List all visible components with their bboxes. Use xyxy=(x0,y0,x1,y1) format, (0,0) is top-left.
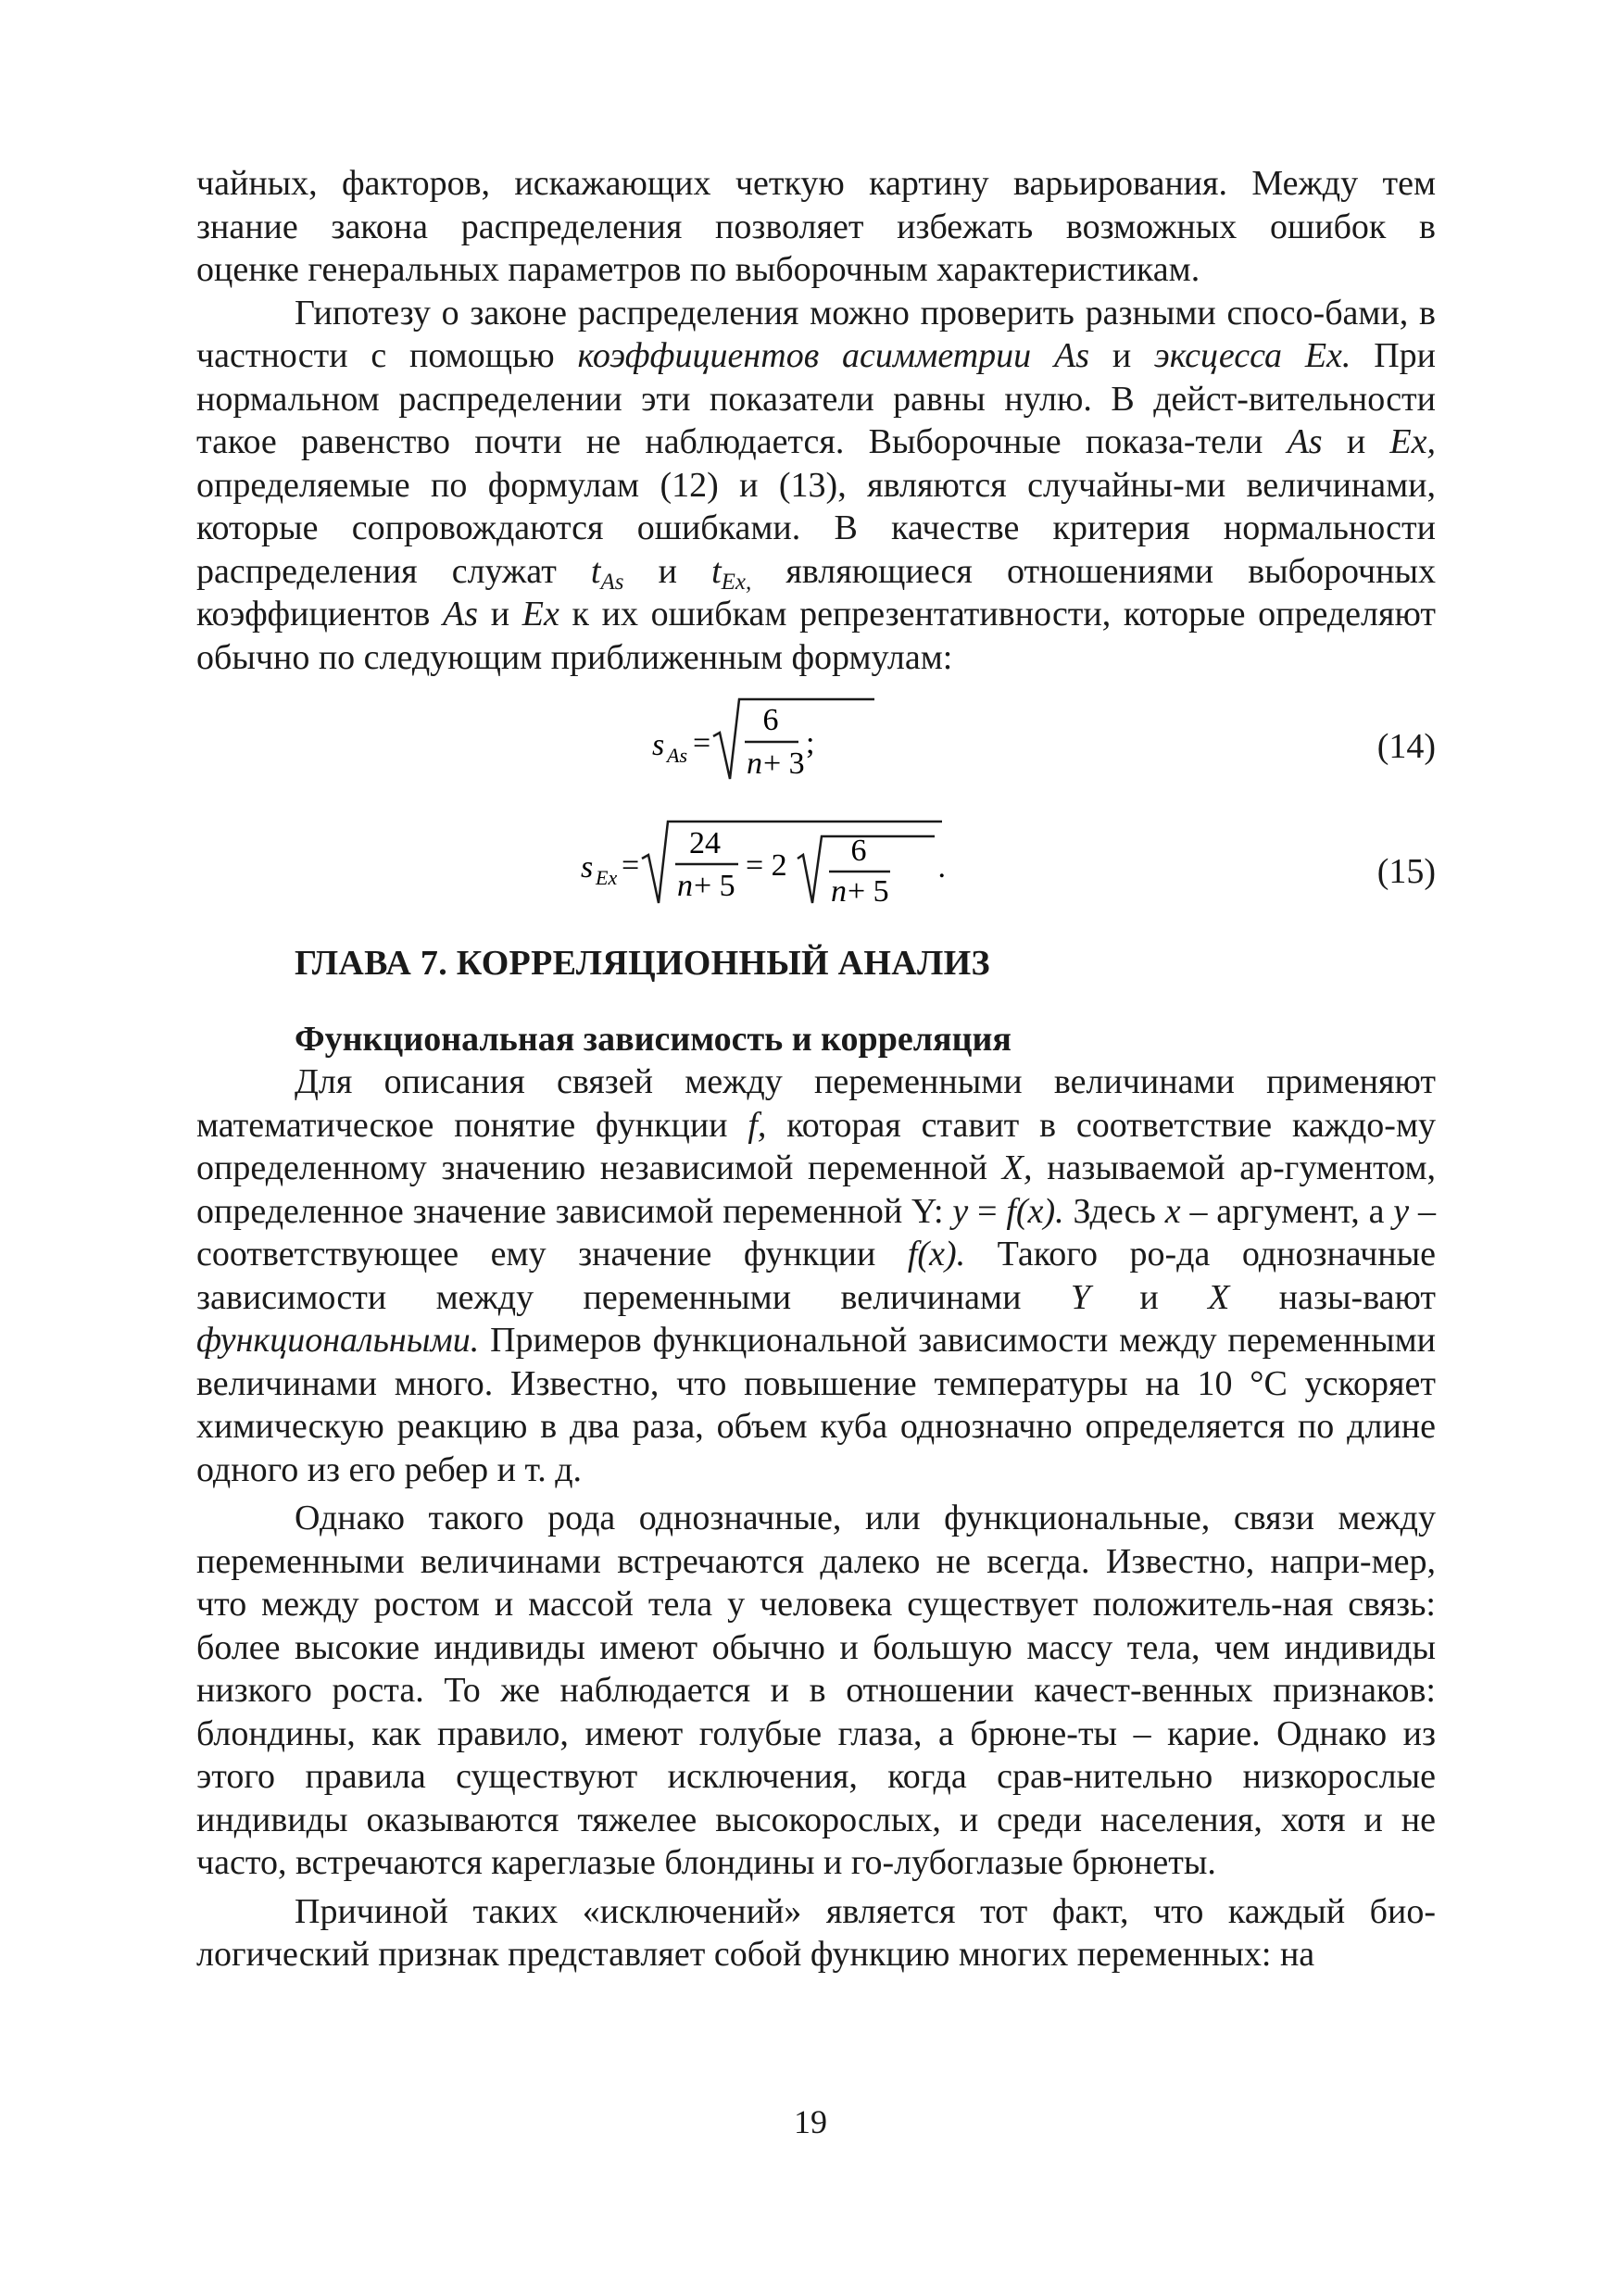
symbol-x: X xyxy=(1208,1277,1230,1317)
text-run: называемой ар-гументом, определенное значение зависимой переменной Y: xyxy=(196,1148,1436,1231)
symbol-y: y xyxy=(1393,1191,1410,1231)
formula-denominator-n: n xyxy=(677,869,693,903)
text-run: и xyxy=(1089,1277,1209,1317)
text-run: Для описания связей между переменными величинами применяют математическое понятие функции xyxy=(196,1062,1436,1145)
symbol-x: X, xyxy=(1001,1148,1033,1187)
formula-punct: . xyxy=(937,850,946,885)
equation-number: (14) xyxy=(1376,727,1436,766)
formula-lhs: s xyxy=(652,728,665,762)
symbol-fx: f(x). xyxy=(1006,1191,1064,1231)
text-run: – аргумент, а xyxy=(1180,1191,1394,1231)
formula-lhs-subscript: Ex xyxy=(596,866,618,889)
formula-punct: ; xyxy=(806,726,815,760)
page-number: 19 xyxy=(794,2103,827,2140)
term-functional: функциональными. xyxy=(196,1321,480,1360)
paragraph-functional-dependence xyxy=(196,1060,1436,1491)
term-kurtosis: эксцесса Ex. xyxy=(1154,336,1351,375)
formula-denominator-rest: + 5 xyxy=(848,874,889,909)
paragraph-normality-criteria xyxy=(196,292,1436,680)
text-run: и xyxy=(623,551,712,591)
formula-denominator-n: n xyxy=(831,874,847,909)
formula-equals: = xyxy=(622,848,640,883)
formula-denominator-rest: + 3 xyxy=(763,747,805,781)
chapter-title: ГЛАВА 7. КОРРЕЛЯЦИОННЫЙ АНАЛИЗ xyxy=(295,944,990,983)
text-run: которая ставит в соответствие каждо-му определенному значению независимой переменной xyxy=(196,1105,1436,1187)
symbol-ex: Ex, xyxy=(1389,422,1436,461)
text-run: и xyxy=(1322,422,1390,461)
text-run: и xyxy=(478,595,522,634)
text-run: определяемые по формулам (12) и (13), являются случайны-ми величинами, которые сопровождаются ошибками. В качестве критерия нормальности распределения служат xyxy=(196,465,1436,591)
formula-numerator: 6 xyxy=(762,703,779,737)
text-run: При нормальном распределении эти показатели равны нулю. В дейст-вительности такое равенство почти не наблюдается. Выборочные показа-тели xyxy=(196,336,1437,461)
text-run: назы-вают xyxy=(1229,1277,1436,1317)
text-run: Здесь xyxy=(1063,1191,1165,1231)
formula-14 xyxy=(196,679,1436,799)
text-run: Примеров функциональной зависимости между переменными величинами много. Известно, что повышение температуры на 10 °С ускоряет химическую реакцию в два раза, объем куба однозначно определяется по длине одного из его ребер и т. д. xyxy=(196,1321,1436,1489)
symbol-as: As xyxy=(1287,422,1323,461)
subscript: Ex, xyxy=(721,569,752,595)
text-run: являющиеся отношениями выборочных коэффициентов xyxy=(196,551,1436,634)
text-line: оценке генеральных параметров по выборочным характеристикам. xyxy=(196,250,1200,289)
formula-denominator-rest: + 5 xyxy=(694,869,735,903)
text-run: = xyxy=(968,1191,1007,1231)
paragraph-continued xyxy=(196,162,1436,292)
section-title: Функциональная зависимость и корреляция xyxy=(295,1020,1012,1059)
formula-equals-two: = 2 xyxy=(746,848,787,883)
subscript: As xyxy=(600,569,624,595)
paragraph-causes: Причиной таких «исключений» является тот факт, что каждый био-логический признак представляет собой функцию многих переменных: на xyxy=(196,1891,1436,1974)
symbol-y: y xyxy=(952,1191,969,1231)
paragraph-exceptions: Однако такого рода однозначные, или функциональные, связи между переменными величинами встречаются далеко не всегда. Известно, напри-мер, что между ростом и массой тела у человека существует положитель-ная связь: более высокие индивиды имеют обычно и большую массу тела, чем индивиды низкого роста. То же наблюдается и в отношении качест-венных признаков: блондины, как правило, имеют голубые глаза, а брюне-ты – карие. Однако из этого правила существуют исключения, когда срав-нительно низкорослые индивиды оказываются тяжелее высокорослых, и среди населения, хотя и не часто, встречаются кареглазые блондины и го-лубоглазые брюнеты. xyxy=(196,1499,1436,1882)
formula-numerator: 6 xyxy=(850,834,867,868)
symbol-x: x xyxy=(1164,1191,1181,1231)
symbol-t: t xyxy=(590,551,601,591)
symbol-as: As xyxy=(443,595,479,634)
formula-equals: = xyxy=(693,726,711,760)
term-skewness: коэффициентов асимметрии As xyxy=(577,336,1090,375)
symbol-fx: f(x). xyxy=(907,1235,966,1273)
symbol-t: t xyxy=(711,551,722,591)
text-run: Такого ро-да однозначные зависимости между переменными величинами xyxy=(196,1235,1436,1317)
formula-denominator-n: n xyxy=(747,747,762,781)
formula-lhs: s xyxy=(581,850,594,885)
equation-number: (15) xyxy=(1376,852,1436,891)
symbol-f: f, xyxy=(748,1105,767,1145)
text-run: – соответствующее ему значение функции xyxy=(196,1191,1437,1273)
formula-14-graphic xyxy=(650,679,882,799)
symbol-ex: Ex xyxy=(521,595,559,634)
formula-numerator: 24 xyxy=(689,826,721,860)
formula-15-graphic xyxy=(579,799,949,918)
text-run: Гипотезу о законе распределения можно проверить разными спосо-бами, в частности с помощью xyxy=(196,293,1436,375)
text-run: и xyxy=(1089,336,1154,375)
formula-15 xyxy=(196,799,1436,918)
symbol-y: Y xyxy=(1070,1277,1090,1317)
text-line: знание закона распределения позволяет избежать возможных ошибок в xyxy=(196,207,1436,246)
formula-lhs-subscript: As xyxy=(667,744,687,767)
text-line: чайных, факторов, искажающих четкую картину варьирования. Между тем xyxy=(196,164,1436,203)
text-run: к их ошибкам репрезентативности, которые определяют обычно по следующим приближенным формулам: xyxy=(196,595,1436,677)
